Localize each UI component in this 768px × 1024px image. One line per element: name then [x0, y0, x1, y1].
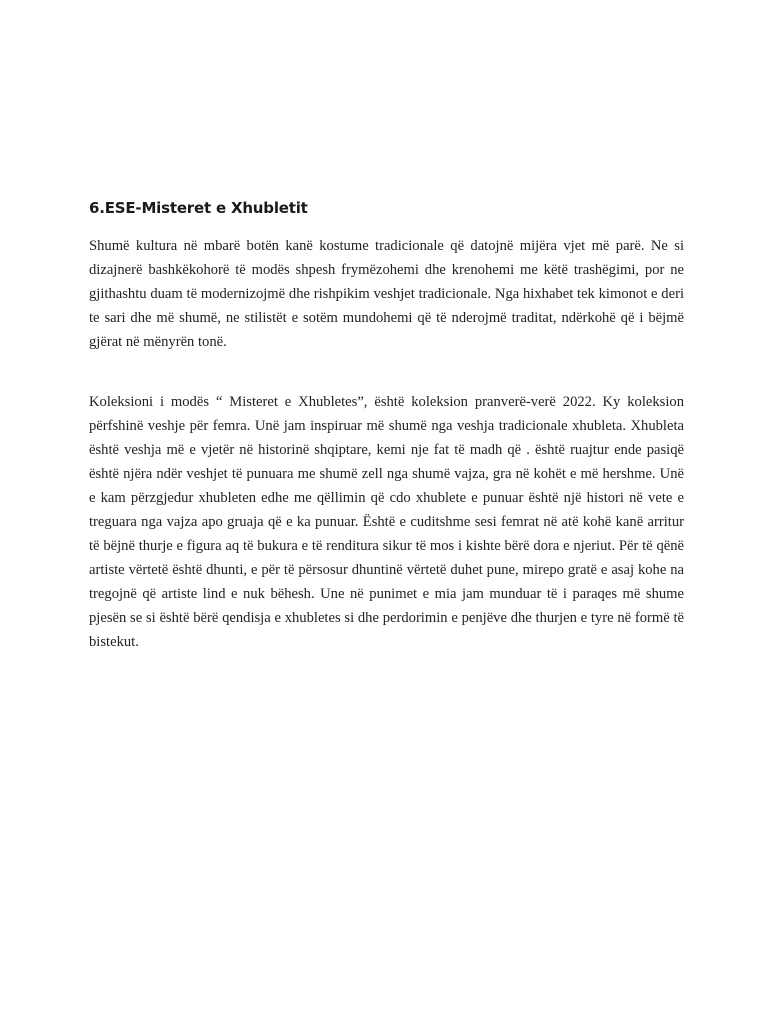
paragraph-collection: Koleksioni i modës “ Misteret e Xhubletes”, është koleksion pranverë-verë 2022. Ky koleksion përfshinë veshje për femra. Unë jam inspiruar më shumë nga veshja tradicionale xhubleta. Xhubleta është veshja më e vjetër në historinë shqiptare, kemi nje fat të madh që . është ruajtur ende pasiqë është njëra ndër veshjet të punuara me shumë zell nga shumë vajza, gra në kohët e më hershme. Unë e kam përzgjedur xhubleten edhe me qëllimin që cdo xhublete e punuar është një histori në vete e treguara nga vajza apo gruaja që e ka punuar. Është e cuditshme sesi femrat në atë kohë kanë arritur të bëjnë thurje e figura aq të bukura e të renditura sikur të mos i kishte bërë dora e njeriut. Për të qënë artiste vërtetë është dhunti, e për të përsosur dhuntinë vërtetë duhet pune, mirepo gratë e asaj kohe na tregojnë që artiste lind e nuk bëhesh. Une në punimet e mia jam munduar të i paraqes më shume pjesën se si është bërë qendisja e xhubletes si dhe perdorimin e penjëve dhe thurjen e tyre në formë të bistekut.: [89, 394, 684, 650]
section-heading: 6.ESE-Misteret e Xhubletit: [89, 199, 308, 217]
paragraph-intro: Shumë kultura në mbarë botën kanë kostume tradicionale që datojnë mijëra vjet më parë. Ne si dizajnerë bashkëkohorë të modës shpesh frymëzohemi dhe krenohemi me këtë trashëgimi, por ne gjithashtu duam të modernizojmë dhe rishpikim veshjet tradicionale. Nga hixhabet tek kimonot e deri te sari dhe më shumë, ne stilistët e sotëm mundohemi që të nderojmë traditat, ndërkohë që i bëjmë gjërat në mënyrën tonë.: [89, 238, 684, 350]
